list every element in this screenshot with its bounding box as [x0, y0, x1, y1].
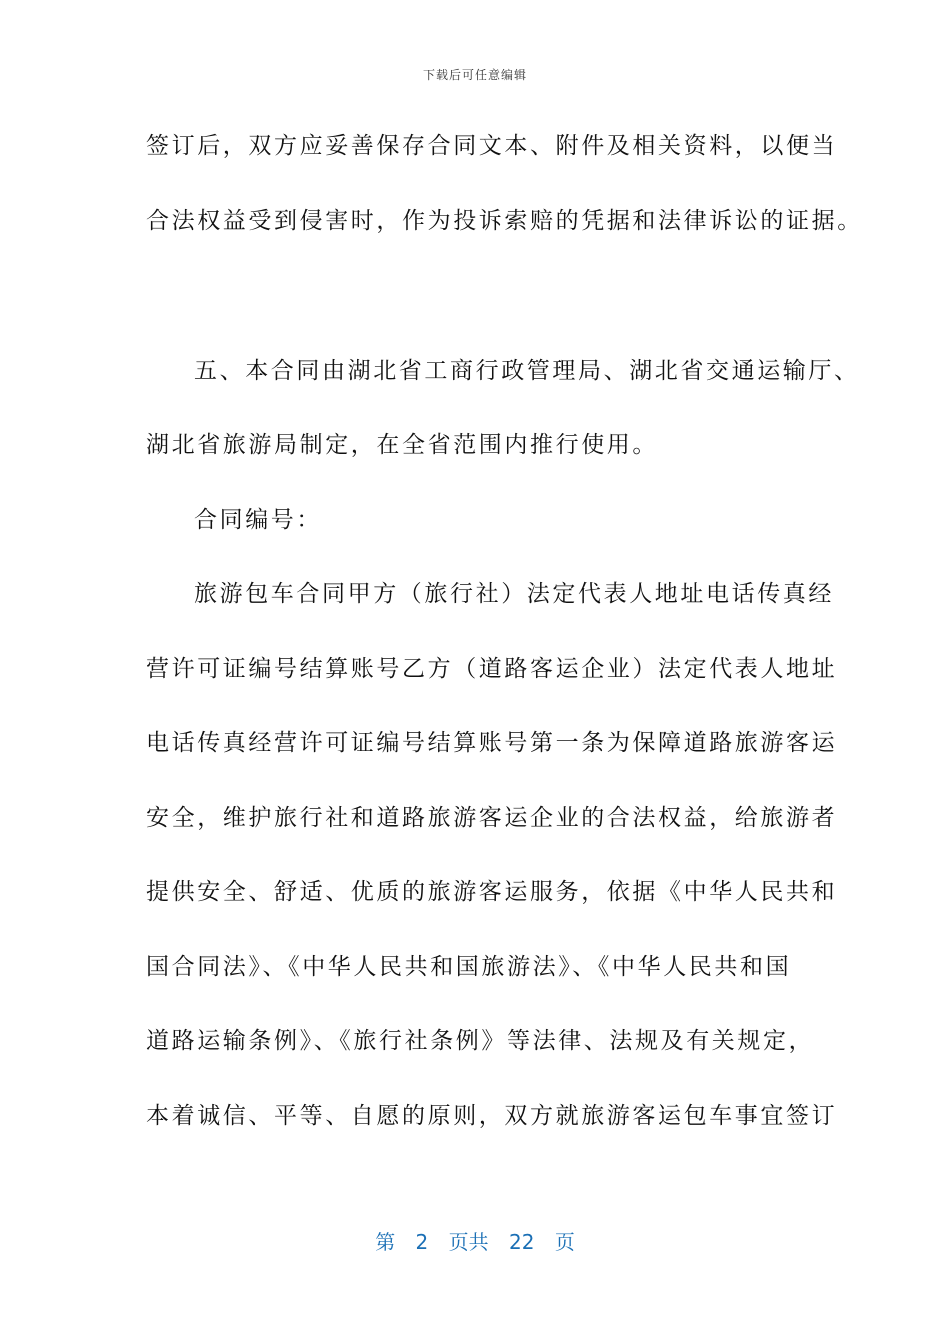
footer-suffix: 页: [554, 1230, 575, 1254]
text-line-8: 电话传真经营许可证编号结算账号第一条为保障道路旅游客运: [146, 730, 838, 756]
text-line-4: 湖北省旅游局制定，在全省范围内推行使用。: [146, 432, 658, 458]
text-line-11: 国合同法》、《中华人民共和国旅游法》、《中华人民共和国: [146, 954, 792, 980]
total-page-count: 22: [509, 1230, 535, 1254]
text-line-13: 本着诚信、平等、自愿的原则，双方就旅游客运包车事宜签订: [146, 1103, 838, 1129]
text-line-9: 安全，维护旅行社和道路旅游客运企业的合法权益，给旅游者: [146, 805, 838, 831]
text-line-7: 营许可证编号结算账号乙方（道路客运企业）法定代表人地址: [146, 656, 838, 682]
header-note: 下载后可任意编辑: [422, 68, 527, 82]
text-line-10: 提供安全、舒适、优质的旅游客运服务，依据《中华人民共和: [146, 879, 838, 905]
footer-middle: 页共: [448, 1230, 489, 1254]
text-line-6: 旅游包车合同甲方（旅行社）法定代表人地址电话传真经: [194, 581, 834, 607]
text-line-12: 道路运输条例》、《旅行社条例》等法律、法规及有关规定，: [146, 1028, 815, 1054]
text-line-1: 签订后，双方应妥善保存合同文本、附件及相关资料，以便当: [146, 133, 838, 159]
current-page-number: 2: [415, 1230, 429, 1254]
text-line-5: 合同编号：: [194, 507, 322, 533]
text-line-3: 五、本合同由湖北省工商行政管理局、湖北省交通运输厅、: [194, 358, 860, 384]
footer-prefix: 第: [375, 1230, 396, 1254]
text-line-2: 合法权益受到侵害时，作为投诉索赔的凭据和法律诉讼的证据。: [146, 208, 863, 234]
page-footer: [0, 1226, 950, 1255]
